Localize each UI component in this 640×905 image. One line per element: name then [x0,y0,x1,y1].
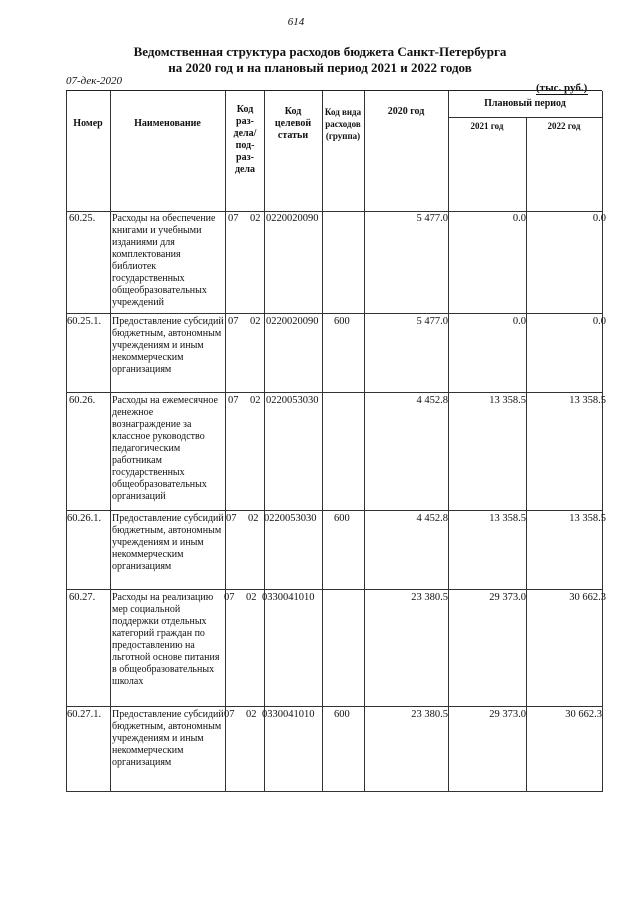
row-separator [66,211,602,212]
row-subsection: 02 [246,709,257,720]
row-target: 0220020090 [266,213,319,224]
row-section: 07 [228,213,239,224]
row-target: 0330041010 [262,709,315,720]
row-subsection: 02 [250,395,261,406]
header-plan-period: Плановый период [484,98,566,109]
row-number: 60.26. [69,395,96,406]
col-line [602,91,603,792]
row-type: 600 [334,513,350,524]
col-line [264,91,265,792]
row-2022: 13 358.5 [569,395,606,406]
row-separator [66,706,602,707]
row-number: 60.25. [69,213,96,224]
document-date: 07-дек-2020 [66,75,123,87]
row-2022: 0.0 [592,213,606,224]
header-2021: 2021 год [470,121,504,131]
col-line [364,91,365,792]
row-2020: 4 452.8 [416,513,448,524]
row-number: 60.27. [69,592,96,603]
row-section: 07 [228,395,239,406]
header-number: Номер [73,118,103,129]
row-type: 600 [334,316,350,327]
row-separator [66,791,602,792]
header-target: Код целевой статьи [274,106,312,141]
row-2020: 4 452.8 [416,395,448,406]
row-separator [66,392,602,393]
row-2022: 13 358.5 [569,513,606,524]
header-2020: 2020 год [387,106,425,117]
row-2021: 29 373.0 [489,592,526,603]
row-section: 07 [226,513,237,524]
row-section: 07 [224,709,235,720]
units-label: (тыс. руб.) [536,82,588,94]
header-2022: 2022 год [547,121,581,131]
document-title [0,44,640,76]
row-number: 60.25.1. [67,316,102,327]
row-target: 0220053030 [266,395,319,406]
row-section: 07 [228,316,239,327]
row-type: 600 [334,709,350,720]
row-2022: 30 662.3 [565,709,602,720]
row-name: Расходы на реализацию мер социальной поддержки отдельных категорий граждан по предоставлению на льготной основе питания в общеобразовательных школах [112,592,220,687]
header-name: Наименование [134,118,201,129]
row-subsection: 02 [250,213,261,224]
row-name: Расходы на ежемесячное денежное вознаграждение за классное руководство педагогическим работникам государственных общеобразовательных организаций [112,395,218,502]
col-line [448,91,449,792]
row-number: 60.26.1. [67,513,102,524]
col-line [225,91,226,792]
table-top-rule [66,90,602,91]
col-line [322,91,323,792]
title-line-2: на 2020 год и на плановый период 2021 и 2022 годов [168,60,472,75]
row-target: 0220053030 [264,513,317,524]
row-separator [66,589,602,590]
row-2020: 5 477.0 [416,213,448,224]
page-number: 614 [287,16,305,28]
units-underline [536,94,588,95]
row-name: Предоставление субсидий бюджетным, автономным учреждениям и иным некоммерческим организациям [112,316,224,375]
row-target: 0330041010 [262,592,315,603]
row-2022: 30 662.3 [569,592,606,603]
col-line [526,118,527,792]
row-2021: 0.0 [512,316,526,327]
row-subsection: 02 [246,592,257,603]
row-2020: 23 380.5 [411,592,448,603]
row-2021: 13 358.5 [489,513,526,524]
col-line [110,91,111,792]
header-expense-type: Код вида расходов (группа) [324,107,362,141]
row-2020: 5 477.0 [416,316,448,327]
row-2022: 0.0 [592,316,606,327]
row-separator [66,313,602,314]
row-2021: 13 358.5 [489,395,526,406]
title-line-1: Ведомственная структура расходов бюджета Санкт-Петербурга [133,44,507,59]
row-section: 07 [224,592,235,603]
row-separator [66,510,602,511]
header-section: Код раз-дела/ под-раз-дела [233,104,257,175]
plan-period-rule [448,117,602,118]
row-number: 60.27.1. [67,709,102,720]
row-name: Предоставление субсидий бюджетным, автономным учреждениям и иным некоммерческим организациям [112,513,224,572]
row-2021: 29 373.0 [489,709,526,720]
row-subsection: 02 [250,316,261,327]
row-2020: 23 380.5 [411,709,448,720]
row-target: 0220020090 [266,316,319,327]
row-2021: 0.0 [512,213,526,224]
row-name: Предоставление субсидий бюджетным, автономным учреждениям и иным некоммерческим организациям [112,709,224,768]
row-subsection: 02 [248,513,259,524]
row-name: Расходы на обеспечение книгами и учебными изданиями для комплектования библиотек государственных общеобразовательных учреждений [112,213,216,308]
col-line [66,91,67,792]
